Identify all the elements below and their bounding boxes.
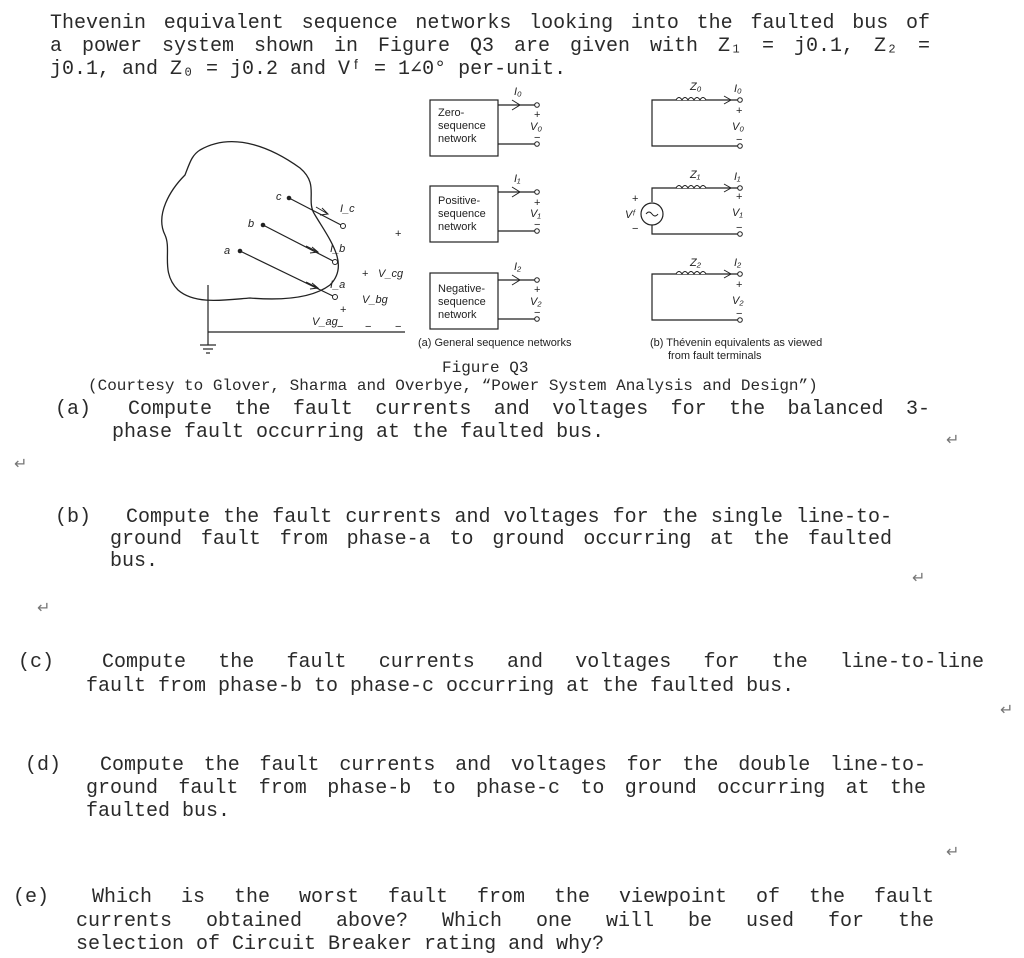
svg-text:+: + (340, 304, 347, 316)
figure-label: network (438, 309, 477, 321)
svg-text:−: − (395, 321, 402, 333)
figure-label: Z₂ (690, 257, 701, 269)
caption-b-2: from fault terminals (668, 350, 762, 362)
figure-label: network (438, 133, 477, 145)
thevenin-zero (652, 81, 744, 148)
return-mark-icon: ↵ (37, 598, 51, 617)
thevenin-positive (625, 169, 743, 236)
figure-label: V₂ (530, 296, 542, 308)
figure-label: Negative- (438, 283, 486, 295)
voltage-label-vcg: V_cg (378, 268, 404, 280)
question-c-label: (c) (18, 651, 55, 674)
svg-text:−: − (534, 307, 541, 319)
svg-text:+: + (362, 268, 369, 280)
svg-text:−: − (534, 219, 541, 231)
figure-label: sequence (438, 208, 486, 220)
svg-text:+: + (534, 284, 541, 296)
question-c-line-2: fault from phase-b to phase-c occurring at the faulted bus. (86, 675, 795, 698)
svg-text:−: − (365, 321, 372, 333)
svg-text:+: + (395, 228, 402, 240)
figure-label: Zero- (438, 107, 465, 119)
question-b-line-2: ground fault from phase-a to ground occurring at the faulted (110, 528, 892, 551)
figure-label: Positive- (438, 195, 481, 207)
svg-text:−: − (736, 134, 743, 146)
figure-label: V₁ (530, 208, 541, 220)
phase-label-c: c (276, 191, 282, 203)
return-mark-icon: ↵ (946, 842, 960, 861)
figure-label: network (438, 221, 477, 233)
figure-label: I₀ (734, 83, 742, 95)
svg-text:−: − (736, 222, 743, 234)
svg-text:−: − (337, 321, 344, 333)
figure-label: I₂ (734, 257, 742, 269)
question-d-line-1: Compute the fault currents and voltages for the double line-to- (100, 754, 926, 777)
voltage-label-vag: V_ag (312, 316, 338, 328)
figure-courtesy: (Courtesy to Glover, Sharma and Overbye, “Power System Analysis and Design”) (88, 377, 818, 395)
caption-a: (a) General sequence networks (418, 337, 572, 349)
figure-q3 (0, 0, 1024, 380)
positive-sequence-block (430, 173, 541, 242)
svg-text:+: + (736, 279, 743, 291)
question-a-line-2: phase fault occurring at the faulted bus. (112, 421, 605, 444)
negative-sequence-block (430, 261, 542, 329)
figure-label: V₀ (732, 121, 744, 133)
figure-label: Vᶠ (625, 209, 635, 221)
question-d-label: (d) (25, 754, 62, 777)
figure-label: Z₀ (690, 81, 702, 93)
question-d-line-2: ground fault from phase-b to phase-c to ground occurring at the (86, 777, 926, 800)
voltage-label-vbg: V_bg (362, 294, 388, 306)
figure-label: sequence (438, 296, 486, 308)
question-a-line-1: Compute the fault currents and voltages for the balanced 3- (128, 398, 930, 421)
phase-label-b: b (248, 218, 255, 230)
return-mark-icon: ↵ (1000, 700, 1014, 719)
svg-text:−: − (736, 308, 743, 320)
svg-text:+: + (736, 191, 743, 203)
return-mark-icon: ↵ (946, 430, 960, 449)
svg-text:+: + (736, 105, 743, 117)
question-e-line-1: Which is the worst fault from the viewpoint of the fault (92, 886, 934, 909)
figure-label: sequence (438, 120, 486, 132)
caption-b-1: (b) Thévenin equivalents as viewed (650, 337, 823, 349)
figure-label: I₁ (514, 173, 521, 185)
figure-label: V₁ (732, 207, 743, 219)
current-label-ic: I_c (340, 203, 355, 215)
figure-label: V₀ (530, 121, 542, 133)
phase-label-a: a (224, 245, 231, 257)
question-b-line-3: bus. (110, 550, 159, 573)
thevenin-negative (652, 257, 744, 322)
question-e-line-3: selection of Circuit Breaker rating and why? (76, 933, 605, 956)
figure-label: Z₁ (690, 169, 701, 181)
question-b-line-1: Compute the fault currents and voltages for the single line-to- (126, 506, 892, 529)
question-e-line-2: currents obtained above? Which one will be used for the (76, 910, 934, 933)
svg-text:−: − (534, 132, 541, 144)
svg-text:+: + (632, 193, 639, 205)
figure-label: I₁ (734, 171, 741, 183)
figure-title: Figure Q3 (442, 359, 529, 377)
question-c-line-1: Compute the fault currents and voltages for the line-to-line (102, 651, 984, 674)
return-mark-icon: ↵ (912, 568, 926, 587)
svg-text:+: + (534, 109, 541, 121)
question-e-label: (e) (13, 886, 50, 909)
question-b-label: (b) (55, 506, 92, 529)
figure-label: I₂ (514, 261, 522, 273)
svg-text:−: − (632, 223, 639, 235)
svg-text:+: + (534, 197, 541, 209)
intro-line-3: j0.1, and Z₀ = j0.2 and Vᶠ = 1∠0° per-unit. (50, 58, 567, 81)
current-label-ib: I_b (330, 243, 346, 255)
question-d-line-3: faulted bus. (86, 800, 231, 823)
intro-line-2: a power system shown in Figure Q3 are given with Z₁ = j0.1, Z₂ = (50, 35, 930, 58)
current-label-ia: I_a (330, 279, 346, 291)
figure-label: I₀ (514, 86, 522, 98)
zero-sequence-block (430, 86, 542, 156)
question-a-label: (a) (55, 398, 92, 421)
figure-label: V₂ (732, 295, 744, 307)
intro-line-1: Thevenin equivalent sequence networks looking into the faulted bus of (50, 12, 930, 35)
return-mark-icon: ↵ (14, 454, 28, 473)
